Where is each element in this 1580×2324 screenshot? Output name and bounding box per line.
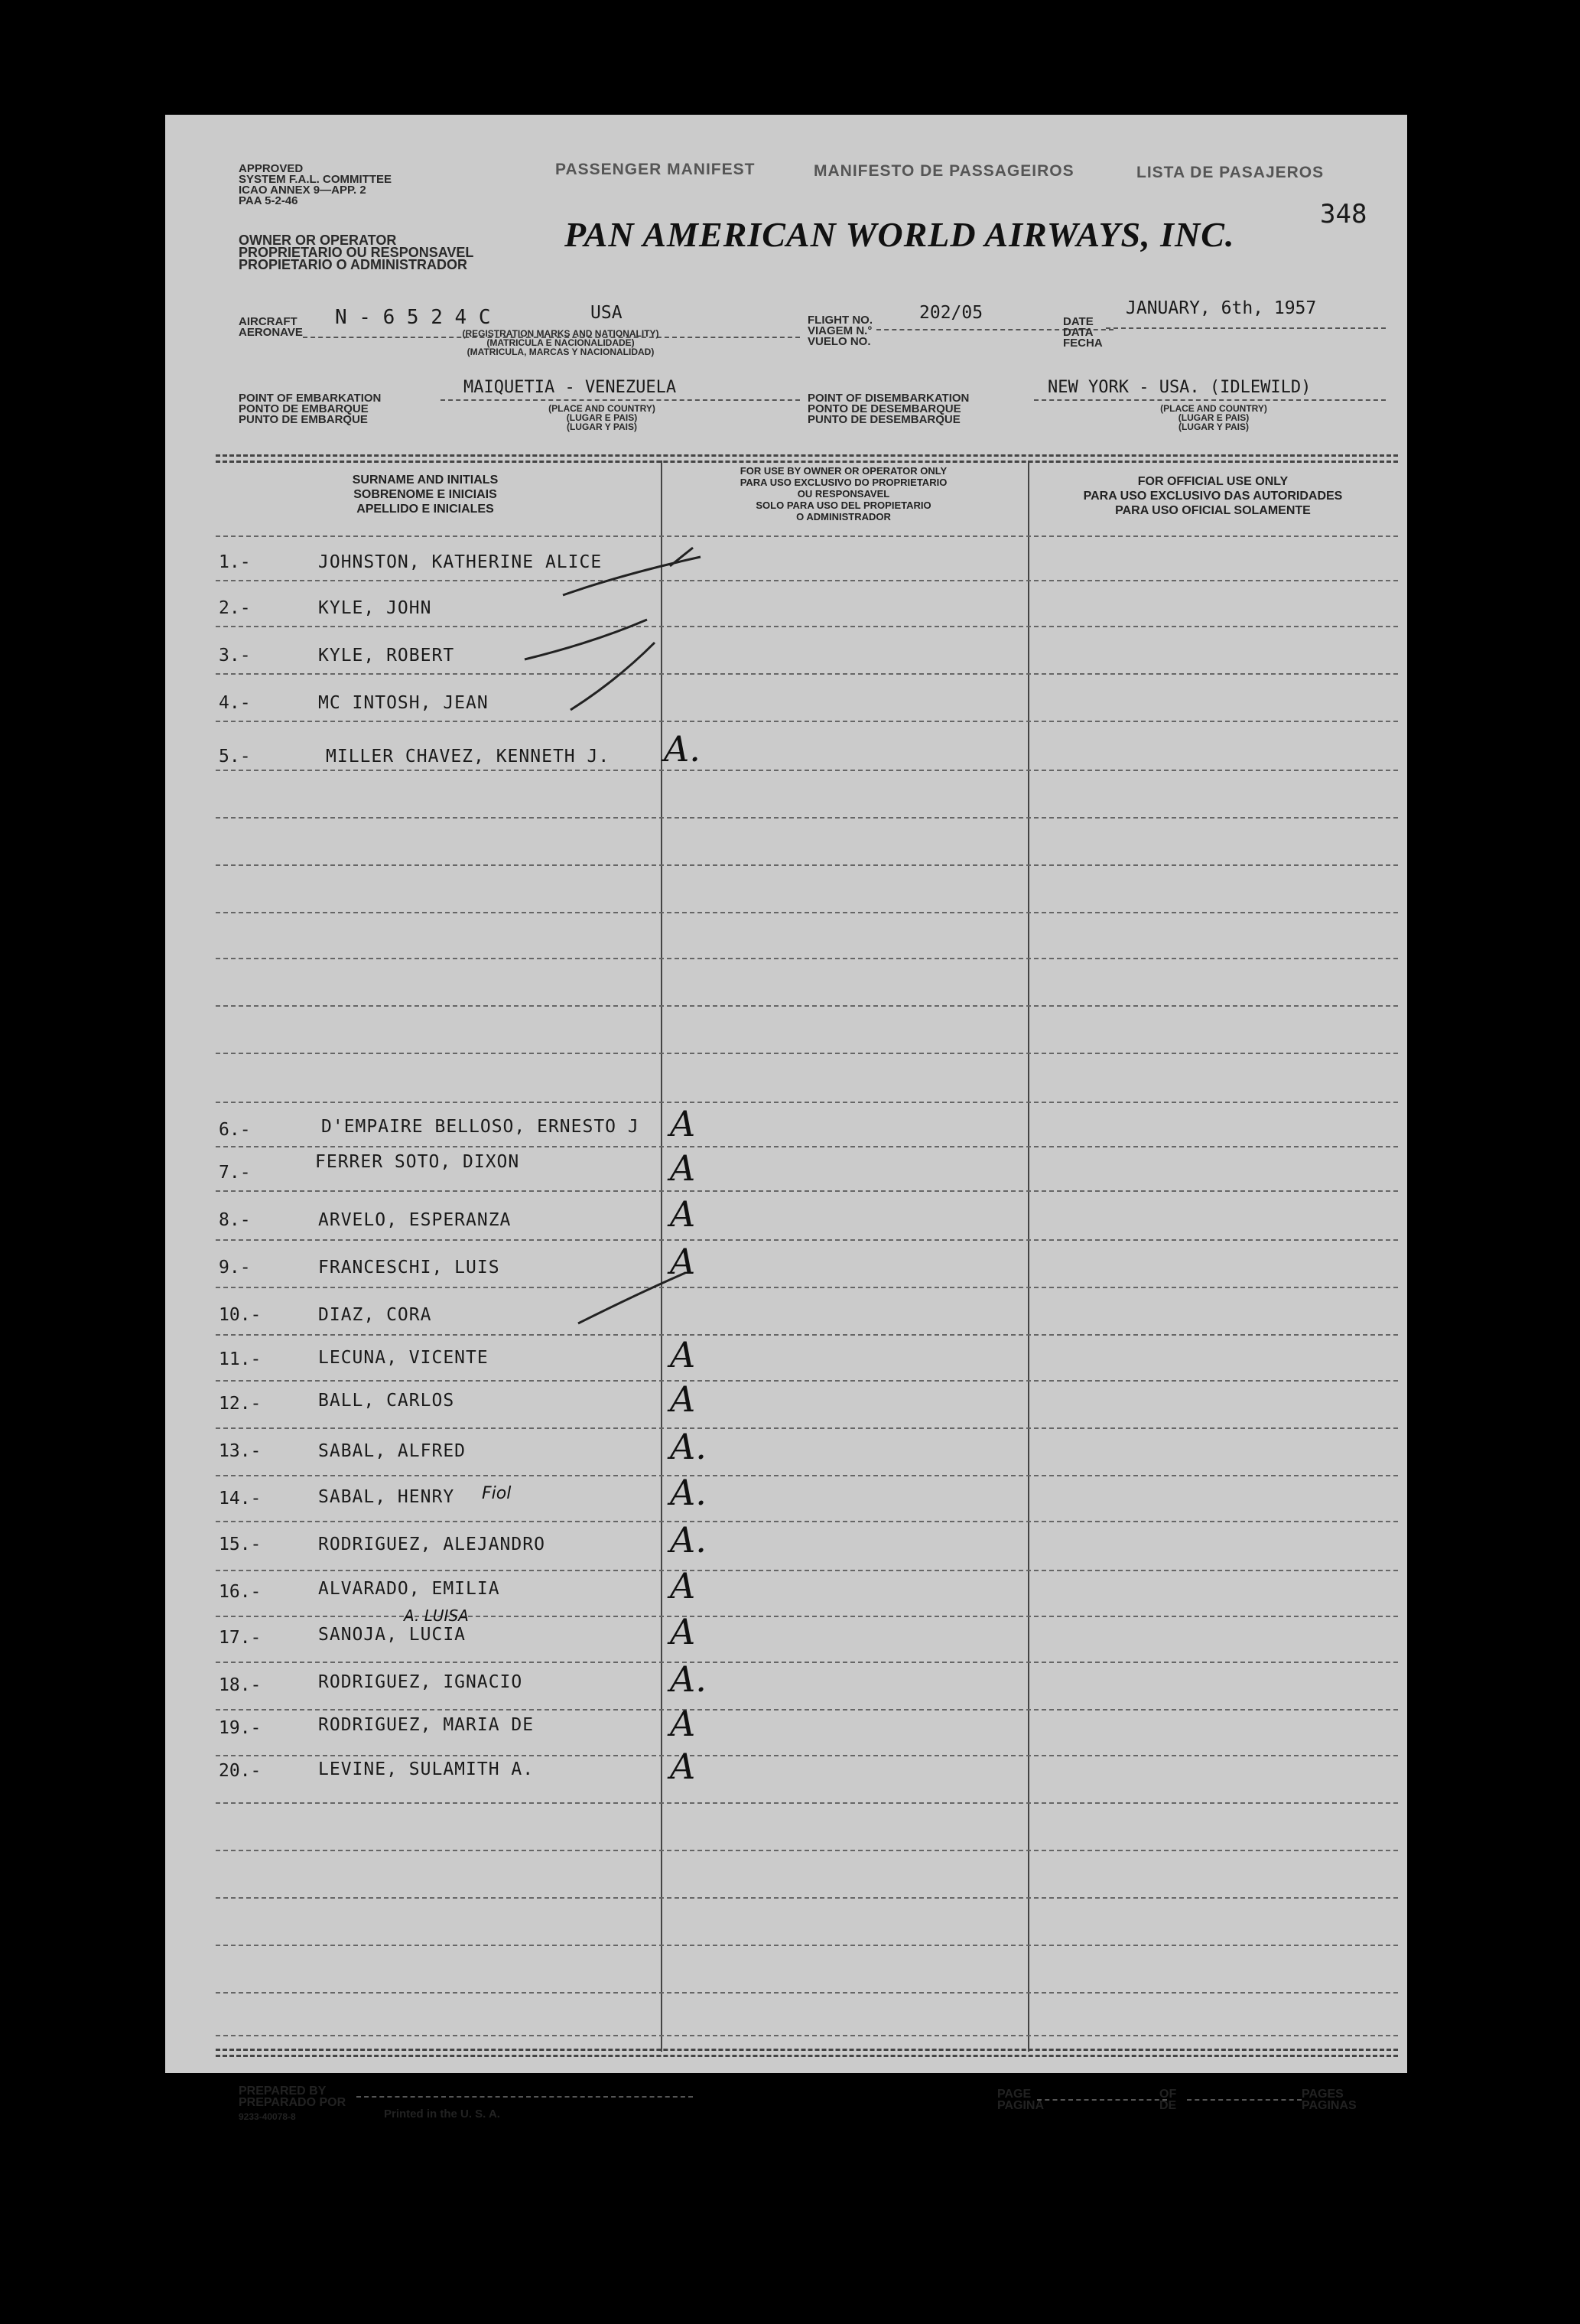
pages-label-line: PAGES bbox=[1302, 2088, 1344, 2101]
passenger-name: LEVINE, SULAMITH A. bbox=[318, 1759, 535, 1779]
place-caption-line: (LUGAR E PAIS) bbox=[1178, 412, 1250, 423]
owner-mark: A. bbox=[670, 1519, 707, 1561]
disembark-label-line: PONTO DE DESEMBARQUE bbox=[808, 402, 961, 415]
column-header-line: PARA USO OFICIAL SOLAMENTE bbox=[1115, 504, 1311, 517]
row-number: 12.- bbox=[219, 1394, 262, 1414]
place-caption-line: (LUGAR Y PAIS) bbox=[566, 422, 637, 432]
owner-mark: A bbox=[670, 1703, 696, 1744]
owner-mark: A. bbox=[670, 1472, 707, 1513]
date-value: JANUARY, 6th, 1957 bbox=[1126, 298, 1317, 318]
place-caption-line: (PLACE AND COUNTRY) bbox=[548, 403, 655, 414]
row-number: 1.- bbox=[219, 552, 251, 572]
column-header-line: PARA USO EXCLUSIVO DAS AUTORIDADES bbox=[1083, 490, 1343, 503]
passenger-name: BALL, CARLOS bbox=[318, 1391, 455, 1411]
row-number: 18.- bbox=[219, 1675, 262, 1695]
check-stroke bbox=[563, 557, 701, 595]
check-stroke bbox=[578, 1273, 685, 1323]
page-label-line: PAGE bbox=[997, 2088, 1032, 2101]
prepared-label-line: PREPARED BY bbox=[239, 2085, 327, 2098]
column-header-line: PARA USO EXCLUSIVO DO PROPRIETARIO bbox=[740, 477, 948, 488]
passenger-name: ARVELO, ESPERANZA bbox=[318, 1210, 512, 1230]
owner-mark: A. bbox=[670, 1426, 707, 1467]
pages-label bbox=[1302, 2088, 1357, 2111]
column-header-line: OU RESPONSAVEL bbox=[797, 488, 890, 500]
passenger-name: RODRIGUEZ, ALEJANDRO bbox=[318, 1535, 545, 1554]
row-number: 3.- bbox=[219, 646, 251, 666]
flight-value: 202/05 bbox=[919, 303, 983, 323]
of-label-line: OF bbox=[1159, 2088, 1177, 2101]
page-number: 348 bbox=[1320, 199, 1367, 229]
date-label-line: DATE bbox=[1063, 315, 1094, 328]
handwritten-annotation: Fiol bbox=[482, 1484, 512, 1503]
approval-line: PAA 5-2-46 bbox=[239, 194, 298, 207]
disembark-label-line: POINT OF DISEMBARKATION bbox=[808, 392, 970, 405]
owner-label-line: OWNER OR OPERATOR bbox=[239, 233, 397, 248]
check-strokes bbox=[165, 115, 1407, 2073]
nationality-value: USA bbox=[590, 303, 623, 323]
owner-mark: A bbox=[670, 1611, 696, 1652]
approval-line: ICAO ANNEX 9—APP. 2 bbox=[239, 184, 366, 197]
of-label bbox=[1159, 2088, 1176, 2111]
manifest-sheet bbox=[165, 115, 1407, 2122]
owner-mark: A bbox=[670, 1334, 696, 1375]
row-number: 13.- bbox=[219, 1441, 262, 1461]
page-label-line: PAGINA bbox=[997, 2099, 1045, 2112]
passenger-name: DIAZ, CORA bbox=[318, 1305, 432, 1325]
date-label-line: DATA bbox=[1063, 326, 1094, 339]
column-header-line: SURNAME AND INITIALS bbox=[352, 474, 499, 487]
title-spanish: LISTA DE PASAJEROS bbox=[1136, 164, 1325, 181]
row-number: 17.- bbox=[219, 1628, 262, 1648]
registration-caption-line: (REGISTRATION MARKS AND NATIONALITY) bbox=[462, 328, 659, 339]
pages-label-line: PAGINAS bbox=[1302, 2099, 1357, 2112]
passenger-name: MC INTOSH, JEAN bbox=[318, 693, 489, 713]
column-header-line: APELLIDO E INICIALES bbox=[356, 503, 494, 516]
owner-mark: A. bbox=[670, 1658, 707, 1700]
registration-caption-line: (MATRICULA, MARCAS Y NACIONALIDAD) bbox=[467, 347, 655, 357]
passenger-name: MILLER CHAVEZ, KENNETH J. bbox=[326, 747, 610, 767]
prepared-label bbox=[239, 2085, 346, 2108]
check-stroke bbox=[670, 548, 693, 566]
title-english: PASSENGER MANIFEST bbox=[555, 161, 756, 178]
owner-mark: A bbox=[670, 1103, 696, 1144]
passenger-name: ALVARADO, EMILIA bbox=[318, 1579, 500, 1599]
column-header-line: SOBRENOME E INICIAIS bbox=[353, 488, 497, 501]
column-header-line: SOLO PARA USO DEL PROPIETARIO bbox=[756, 500, 931, 511]
registration-caption-line: (MATRICULA E NACIONALIDADE) bbox=[486, 337, 635, 348]
prepared-underline bbox=[356, 2096, 693, 2098]
aircraft-label-line: AERONAVE bbox=[239, 326, 303, 339]
row-number: 5.- bbox=[219, 747, 251, 767]
owner-mark: A bbox=[670, 1147, 696, 1189]
check-stroke bbox=[571, 643, 655, 710]
owner-mark: A. bbox=[664, 728, 701, 770]
passenger-name: D'EMPAIRE BELLOSO, ERNESTO J bbox=[321, 1117, 639, 1137]
flight-label-line: FLIGHT NO. bbox=[808, 314, 873, 327]
row-number: 6.- bbox=[219, 1120, 251, 1140]
embark-label-line: PONTO DE EMBARQUE bbox=[239, 402, 369, 415]
embark-label-line: PUNTO DE EMBARQUE bbox=[239, 413, 368, 426]
prepared-label-line: PREPARADO POR bbox=[239, 2096, 346, 2109]
passenger-name: KYLE, ROBERT bbox=[318, 646, 455, 666]
title-portuguese: MANIFESTO DE PASSAGEIROS bbox=[814, 162, 1074, 180]
place-caption-line: (PLACE AND COUNTRY) bbox=[1160, 403, 1267, 414]
owner-mark: A bbox=[670, 1746, 696, 1787]
passenger-name: SABAL, ALFRED bbox=[318, 1441, 467, 1461]
approval-line: APPROVED bbox=[239, 162, 304, 175]
place-caption-line: (LUGAR E PAIS) bbox=[566, 412, 638, 423]
row-number: 15.- bbox=[219, 1535, 262, 1554]
date-label-line: FECHA bbox=[1063, 337, 1103, 350]
flight-label-line: VIAGEM N.° bbox=[808, 324, 873, 337]
passenger-name: RODRIGUEZ, MARIA DE bbox=[318, 1715, 535, 1735]
owner-mark: A bbox=[670, 1241, 696, 1282]
embark-value: MAIQUETIA - VENEZUELA bbox=[463, 378, 677, 397]
column-header-line: FOR OFFICIAL USE ONLY bbox=[1137, 475, 1289, 488]
row-number: 20.- bbox=[219, 1761, 262, 1781]
airline-name: PAN AMERICAN WORLD AIRWAYS, INC. bbox=[564, 215, 1235, 254]
row-number: 2.- bbox=[219, 598, 251, 618]
of-label-line: DE bbox=[1159, 2099, 1177, 2112]
row-number: 16.- bbox=[219, 1582, 262, 1602]
form-code: 9233-40078-8 bbox=[239, 2111, 296, 2122]
row-number: 11.- bbox=[219, 1349, 262, 1369]
flight-label-line: VUELO NO. bbox=[808, 335, 871, 348]
place-caption-line: (LUGAR Y PAIS) bbox=[1178, 422, 1249, 432]
row-number: 19.- bbox=[219, 1718, 262, 1738]
embark-label-line: POINT OF EMBARKATION bbox=[239, 392, 382, 405]
owner-mark: A bbox=[670, 1193, 696, 1235]
passenger-name: LECUNA, VICENTE bbox=[318, 1348, 489, 1368]
passenger-name: SANOJA, LUCIA bbox=[318, 1625, 467, 1645]
disembark-label-line: PUNTO DE DESEMBARQUE bbox=[808, 413, 961, 426]
of-underline bbox=[1187, 2099, 1302, 2101]
approval-line: SYSTEM F.A.L. COMMITTEE bbox=[239, 173, 392, 186]
passenger-name: FERRER SOTO, DIXON bbox=[315, 1152, 520, 1172]
owner-label-line: PROPRIETARIO OU RESPONSAVEL bbox=[239, 245, 474, 260]
page-underline bbox=[1037, 2099, 1167, 2101]
passenger-name: RODRIGUEZ, IGNACIO bbox=[318, 1672, 523, 1692]
owner-label-line: PROPIETARIO O ADMINISTRADOR bbox=[239, 257, 468, 272]
aircraft-value: N - 6 5 2 4 C bbox=[335, 306, 491, 329]
passenger-name: SABAL, HENRY bbox=[318, 1487, 455, 1507]
aircraft-label-line: AIRCRAFT bbox=[239, 315, 297, 328]
row-number: 8.- bbox=[219, 1210, 251, 1230]
check-stroke bbox=[525, 620, 647, 659]
column-header-line: FOR USE BY OWNER OR OPERATOR ONLY bbox=[740, 465, 948, 477]
owner-mark: A bbox=[670, 1378, 696, 1420]
row-number: 9.- bbox=[219, 1258, 251, 1278]
printed-note: Printed in the U. S. A. bbox=[384, 2108, 500, 2121]
column-header-line: O ADMINISTRADOR bbox=[796, 511, 891, 522]
passenger-name: FRANCESCHI, LUIS bbox=[318, 1258, 500, 1278]
passenger-name: JOHNSTON, KATHERINE ALICE bbox=[318, 552, 603, 572]
owner-mark: A bbox=[670, 1565, 696, 1606]
row-number: 10.- bbox=[219, 1305, 262, 1325]
handwritten-annotation: A. LUISA bbox=[404, 1606, 469, 1625]
row-number: 14.- bbox=[219, 1489, 262, 1509]
passenger-name: KYLE, JOHN bbox=[318, 598, 432, 618]
disembark-value: NEW YORK - USA. (IDLEWILD) bbox=[1048, 378, 1312, 397]
row-number: 7.- bbox=[219, 1163, 251, 1183]
row-number: 4.- bbox=[219, 693, 251, 713]
